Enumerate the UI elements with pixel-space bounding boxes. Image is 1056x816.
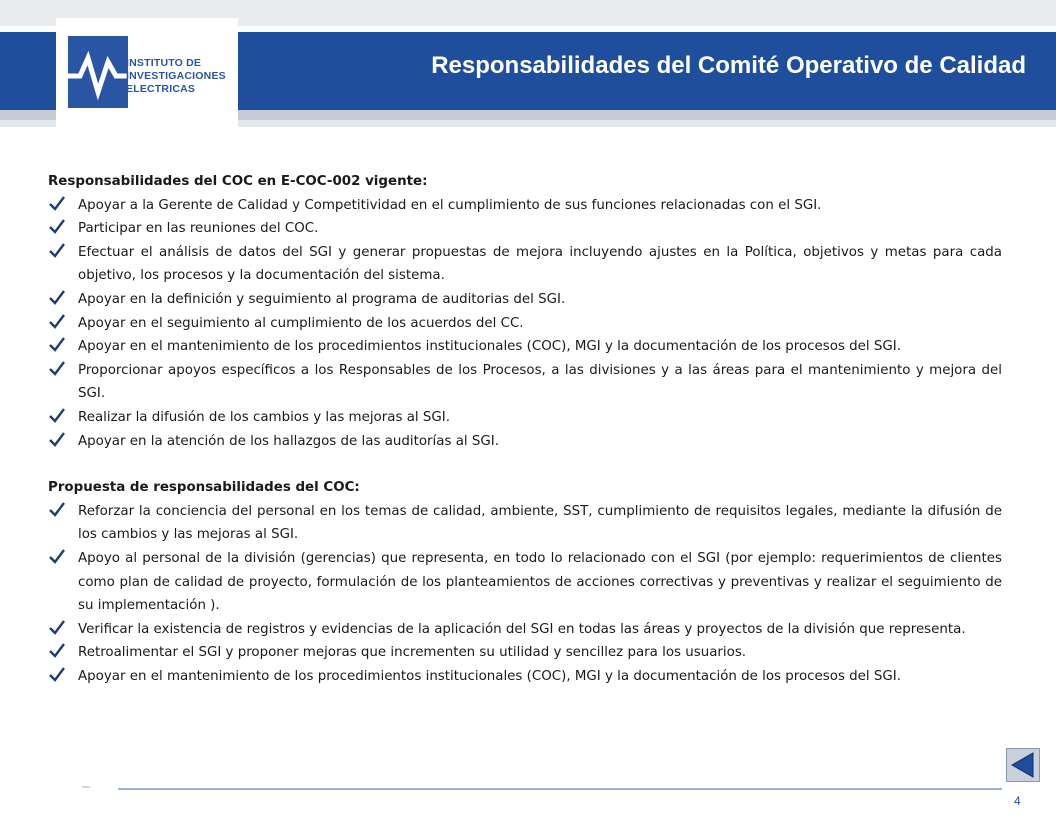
list-item-text: Apoyar en el mantenimiento de los procedimientos institucionales (COC), MGI y la documentación de los procesos del SGI.: [78, 668, 901, 684]
list-item: [48, 430, 1002, 454]
list-item-text: Verificar la existencia de registros y evidencias de la aplicación del SGI en todas las áreas y proyectos de la división que representa.: [78, 621, 966, 637]
list-item: [48, 406, 1002, 430]
checkmark-icon: [49, 217, 65, 235]
list-item: [48, 217, 1002, 241]
list-item-text: Apoyar en la atención de los hallazgos de las auditorías al SGI.: [78, 433, 499, 449]
checkmark-icon: [49, 618, 65, 636]
list-item: [48, 335, 1002, 359]
logo-line: ELECTRICAS: [126, 83, 196, 95]
list-item-text: Reforzar la conciencia del personal en los temas de calidad, ambiente, SST, cumplimiento de requisitos legales, mediante la difusión de los cambios y las mejoras al SGI.: [78, 503, 1002, 543]
list-item-text: Realizar la difusión de los cambios y las mejoras al SGI.: [78, 409, 450, 425]
page-title: Responsabilidades del Comité Operativo de Calidad: [431, 52, 1026, 79]
checkmark-icon: [49, 335, 65, 353]
back-arrow-icon: [1007, 749, 1039, 781]
checkmark-icon: [49, 641, 65, 659]
checkmark-icon: [49, 194, 65, 212]
list-item: [48, 641, 1002, 665]
spacer: [48, 453, 1002, 476]
list-item: [48, 288, 1002, 312]
list-item: [48, 241, 1002, 288]
list-item: [48, 618, 1002, 642]
logo-text: [126, 57, 226, 96]
content-body: [48, 170, 1002, 688]
list-item-text: Apoyo al personal de la división (gerencias) que representa, en todo lo relacionado con el SGI (por ejemplo: requerimientos de clientes como plan de calidad de proyecto, formulación de los planteamientos de acciones correctivas y preventivas y realizar el seguimiento de su implementación ).: [78, 550, 1002, 614]
list-item-text: Apoyar en la definición y seguimiento al programa de auditorias del SGI.: [78, 291, 566, 307]
section-heading: Propuesta de responsabilidades del COC:: [48, 480, 360, 496]
page-number: 4: [1014, 794, 1021, 808]
list-item: [48, 194, 1002, 218]
footer-divider: [118, 788, 1002, 790]
checkmark-icon: [49, 500, 65, 518]
list-item-text: Efectuar el análisis de datos del SGI y generar propuestas de mejora incluyendo ajustes en la Política, objetivos y metas para cada objetivo, los procesos y la documentación del sistema.: [78, 244, 1002, 284]
logo: [56, 18, 238, 130]
footer-dash: [82, 786, 90, 788]
list-item-text: Retroalimentar el SGI y proponer mejoras que incrementen su utilidad y sencillez para los usuarios.: [78, 645, 747, 661]
list-item: [48, 359, 1002, 406]
logo-line: INSTITUTO DE: [126, 57, 202, 69]
list-item: [48, 312, 1002, 336]
responsibilities-list: [48, 194, 1002, 454]
checkmark-icon: [49, 665, 65, 683]
section-heading: Responsabilidades del COC en E-COC-002 vigente:: [48, 174, 428, 189]
checkmark-icon: [49, 312, 65, 330]
list-item-text: Proporcionar apoyos específicos a los Responsables de los Procesos, a las divisiones y a las áreas para el mantenimiento y mejora del SGI.: [78, 362, 1002, 402]
logo-line: INVESTIGACIONES: [126, 70, 226, 82]
list-item: [48, 665, 1002, 689]
checkmark-icon: [49, 547, 65, 565]
list-item: [48, 500, 1002, 547]
list-item-text: Apoyar en el mantenimiento de los procedimientos institucionales (COC), MGI y la documentación de los procesos del SGI.: [78, 339, 901, 355]
checkmark-icon: [49, 359, 65, 377]
back-button[interactable]: [1006, 748, 1040, 782]
proposal-list: [48, 500, 1002, 689]
checkmark-icon: [49, 241, 65, 259]
checkmark-icon: [49, 430, 65, 448]
list-item-text: Apoyar en el seguimiento al cumplimiento de los acuerdos del CC.: [78, 315, 524, 331]
list-item: [48, 547, 1002, 618]
checkmark-icon: [49, 288, 65, 306]
list-item-text: Apoyar a la Gerente de Calidad y Competitividad en el cumplimiento de sus funciones relacionadas con el SGI.: [78, 197, 822, 213]
list-item-text: Participar en las reuniones del COC.: [78, 221, 319, 237]
checkmark-icon: [49, 406, 65, 424]
iie-logo-icon: [68, 36, 132, 112]
